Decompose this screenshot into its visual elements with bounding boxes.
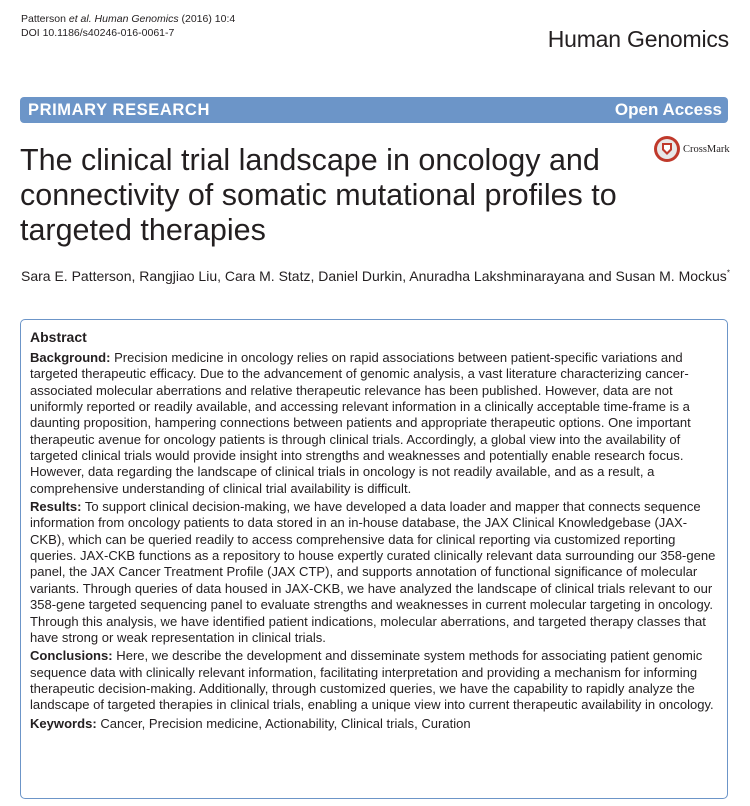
journal-name[interactable]: Human Genomics: [547, 26, 729, 52]
citation-journal: Human Genomics: [91, 13, 179, 25]
doi-link[interactable]: DOI 10.1186/s40246-016-0061-7: [21, 27, 175, 39]
citation-block: [21, 12, 235, 40]
abstract-heading: Abstract: [30, 329, 87, 345]
abstract-box: [20, 319, 728, 799]
crossmark-icon: [653, 135, 681, 163]
citation-authors: Patterson: [21, 13, 69, 25]
conclusions-label: Conclusions:: [30, 648, 113, 664]
abstract-results: [30, 499, 717, 646]
article-title: The clinical trial landscape in oncology and connectivity of somatic mutational profiles to targeted therapies: [20, 143, 617, 247]
authors-text: Sara E. Patterson, Rangjiao Liu, Cara M. Statz, Daniel Durkin, Anuradha Lakshminarayana and Susan M. Mockus: [21, 268, 727, 284]
abstract-conclusions: [30, 648, 717, 713]
abstract-keywords: [30, 716, 717, 732]
citation-etal: et al.: [68, 13, 92, 25]
conclusions-text: Here, we describe the development and disseminate system methods for associating patient genomic sequence data with clinically relevant information, facilitating interpretation and providing a mechanism for informing therapeutic decision-making. Additionally, through customized queries, we have the capability to rapidly analyze the landscape of targeted therapies in clinical trials, enabling a unique view into current therapeutic availability in oncology.: [30, 648, 714, 713]
crossmark-label: CrossMark: [683, 143, 730, 155]
article-type-banner: [20, 97, 728, 123]
corresponding-author-mark: *: [726, 268, 730, 278]
keywords-label: Keywords:: [30, 715, 97, 731]
results-text: To support clinical decision-making, we have developed a data loader and mapper that connects sequence information from oncology patients to data stored in an in-house database, the JAX Clinical Knowledgebase (JAX-CKB), which can be queried readily to access comprehensive data for clinical reporting via customized reporting queries. JAX-CKB functions as a repository to house expertly curated clinically relevant data surrounding our 358-gene panel, the JAX Cancer Treatment Profile (JAX CTP), and supports annotation of functional significance of molecular variants. Through queries of data housed in JAX-CKB, we have analyzed the landscape of clinical trials relevant to our 358-gene targeted sequencing panel to evaluate strengths and weaknesses in current molecular targeting in oncology. Through this analysis, we have identified patient indications, molecular aberrations, and targeted therapy classes that have strong or weak representation in clinical trials.: [30, 499, 716, 645]
background-label: Background:: [30, 350, 111, 365]
section-label: PRIMARY RESEARCH: [28, 100, 210, 119]
open-access-label[interactable]: Open Access: [614, 100, 722, 119]
results-label: Results:: [30, 499, 82, 515]
crossmark-badge[interactable]: [653, 135, 730, 163]
citation-line: [21, 12, 235, 26]
citation-year-volume: (2016) 10:4: [178, 13, 236, 25]
author-list: [21, 268, 731, 284]
abstract-background: [30, 350, 717, 497]
keywords-text: Cancer, Precision medicine, Actionability, Clinical trials, Curation: [96, 715, 471, 731]
background-text: Precision medicine in oncology relies on rapid associations between patient-specific variations and targeted therapeutic efficacy. Due to the advancement of genomic analysis, a vast literature characterizing cancer-associated molecular aberrations and relative therapeutic relevance has been published. However, data are not uniformly reported or readily available, and accessing relevant information in a clinically acceptable time-frame is a daunting proposition, hampering connections between patients and appropriate therapeutic options. One important therapeutic avenue for oncology patients is through clinical trials. Accordingly, a global view into the availability of targeted clinical trials would provide insight into strengths and weaknesses and potentially enable research focus. However, data regarding the landscape of clinical trials in oncology is not readily available, and as a result, a comprehensive understanding of clinical trial availability is difficult.: [30, 350, 691, 496]
